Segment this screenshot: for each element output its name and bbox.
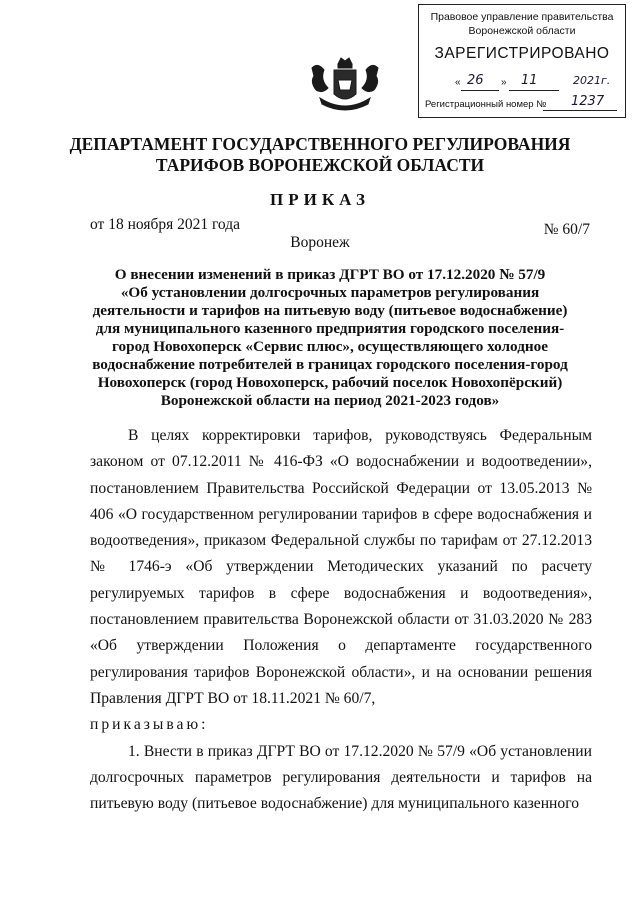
stamp-date: « 26 » 11 2021г. — [455, 77, 615, 93]
document-type: ПРИКАЗ — [270, 190, 370, 209]
title-line: деятельности и тарифов на питьевую воду (питьевое водоснабжение) — [92, 302, 568, 319]
document-date: от 18 ноября 2021 года — [90, 216, 241, 233]
stamp-org-line1: Правовое управление правительства — [430, 11, 614, 23]
stamp-reg-number: 1237 — [571, 94, 605, 109]
body-paragraph-item1: 1. Внести в приказ ДГРТ ВО от 17.12.2020 № 57/9 «Об установлении долгосрочных параметров регулирования деятельности и тарифов на питьевую воду (питьевое водоснабжение) для муниципального казенного — [90, 742, 592, 813]
department-header-line1: ДЕПАРТАМЕНТ ГОСУДАРСТВЕННОГО РЕГУЛИРОВАНИЯ — [69, 134, 571, 154]
department-header-line2: ТАРИФОВ ВОРОНЕЖСКОЙ ОБЛАСТИ — [155, 155, 485, 175]
title-line: «Об установлении долгосрочных параметров регулирования — [120, 284, 540, 301]
stamp-year: 2021г. — [573, 74, 611, 87]
stamp-day: 26 — [467, 73, 484, 88]
title-line: Воронежской области на период 2021-2023 годов» — [160, 392, 500, 409]
stamp-reg-number-label: Регистрационный номер № — [425, 99, 547, 110]
stamp-organization — [419, 10, 625, 38]
document-title — [80, 266, 580, 410]
document-city: Воронеж — [290, 234, 350, 251]
title-line: для муниципального казенного предприятия городского поселения- — [95, 320, 565, 337]
title-line: город Новохоперск «Сервис плюс», осуществляющего холодное — [112, 338, 548, 355]
title-line: Новохоперск (город Новохоперск, рабочий поселок Новохопёрский) — [97, 374, 563, 391]
body-paragraph-preamble: В целях корректировки тарифов, руководствуясь Федеральным законом от 07.12.2011 № 416-ФЗ «О водоснабжении и водоотведении», постановлением Правительства Российской Федерации от 13.05.2013 № 406 «О государственном регулировании тарифов в сфере водоснабжения и водоотведения», приказом Федеральной службы по тарифам от 27.12.2013 № 1746-э «Об утверждении Методических указаний по расчету регулируемых тарифов в сфере водоснабжения и водоотведения», постановлением правительства Воронежской области от 31.03.2020 № 283 «Об утверждении Положения о департаменте государственного регулирования тарифов Воронежской области», и на основании решения Правления ДГРТ ВО от 18.11.2021 № 60/7, — [90, 427, 592, 707]
stamp-month: 11 — [521, 73, 538, 88]
title-line: О внесении изменений в приказ ДГРТ ВО от 17.12.2020 № 57/9 — [114, 266, 546, 283]
department-header — [0, 134, 640, 176]
order-word: приказываю: — [90, 716, 209, 734]
coat-of-arms-emblem — [308, 54, 382, 116]
registration-stamp — [418, 4, 626, 118]
document-number: № 60/7 — [543, 221, 590, 238]
stamp-org-line2: Воронежской области — [468, 25, 576, 37]
stamp-registered-label: ЗАРЕГИСТРИРОВАНО — [434, 45, 610, 62]
title-line: водоснабжение потребителей в границах городского поселения-город — [92, 356, 568, 373]
document-body — [90, 423, 592, 817]
